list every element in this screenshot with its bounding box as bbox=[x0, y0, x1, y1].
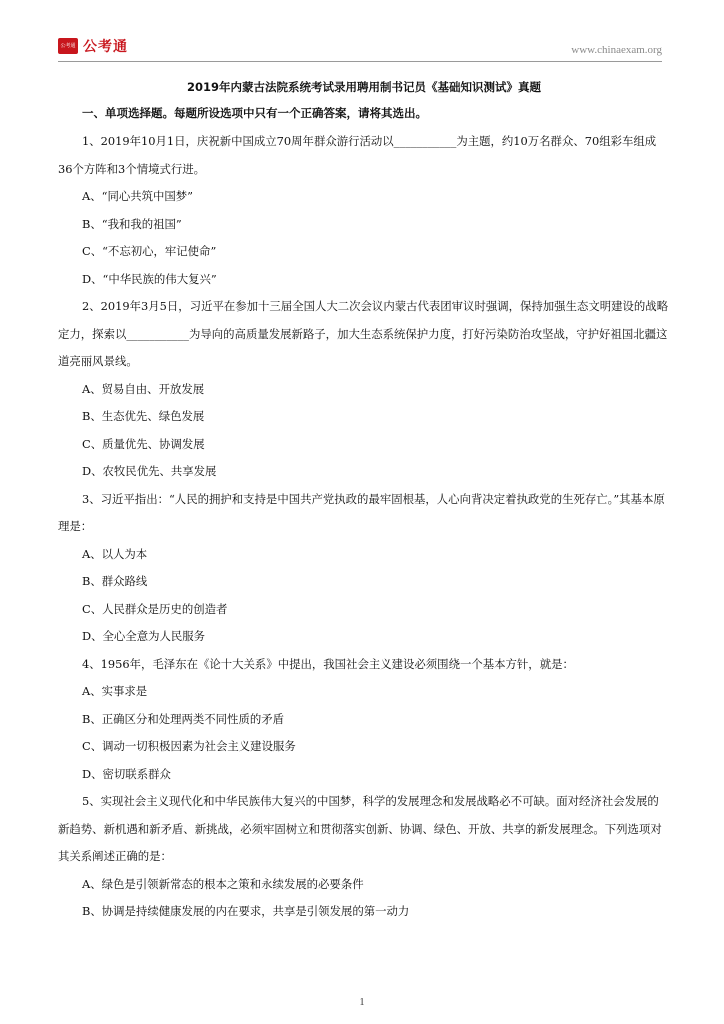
question-text: 4、1956年，毛泽东在《论十大关系》中提出，我国社会主义建设必须围绕一个基本方针，就是： bbox=[82, 656, 574, 671]
page-header bbox=[58, 38, 662, 60]
option-c: C、调动一切积极因素为社会主义建设服务 bbox=[82, 739, 296, 753]
option-d: D、密切联系群众 bbox=[82, 766, 171, 781]
brand-name: 公考通 bbox=[83, 39, 128, 55]
option-c: C、质量优先、协调发展 bbox=[82, 436, 205, 451]
question-1 bbox=[58, 128, 670, 293]
option-d: D、农牧民优先、共享发展 bbox=[82, 464, 217, 478]
question-4 bbox=[58, 651, 670, 789]
option-b: B、正确区分和处理两类不同性质的矛盾 bbox=[82, 711, 285, 726]
option-a: A、绿色是引领新常态的根本之策和永续发展的必要条件 bbox=[82, 876, 364, 891]
document-body bbox=[58, 76, 670, 926]
document-title: 2019年内蒙古法院系统考试录用聘用制书记员《基础知识测试》真题 bbox=[186, 80, 541, 94]
logo-icon: 公考通 bbox=[58, 38, 78, 54]
question-2 bbox=[58, 293, 670, 486]
option-b: B、生态优先、绿色发展 bbox=[82, 409, 205, 423]
option-a: A、以人为本 bbox=[82, 546, 148, 561]
question-text: 1、2019年10月1日，庆祝新中国成立70周年群众游行活动以___________为主题，约10万名群众、70组彩车组成36个方阵和3个情境式行进。 bbox=[58, 134, 657, 176]
option-c: C、“不忘初心，牢记使命” bbox=[82, 244, 217, 258]
option-a: A、“同心共筑中国梦” bbox=[82, 189, 193, 203]
option-d: D、全心全意为人民服务 bbox=[82, 629, 206, 643]
option-a: A、实事求是 bbox=[82, 684, 148, 698]
page-number: 1 bbox=[359, 997, 365, 1008]
site-url: www.chinaexam.org bbox=[571, 44, 662, 56]
question-text: 3、习近平指出：“人民的拥护和支持是中国共产党执政的最牢固根基，人心向背决定着执政党的生死存亡。”其基本原理是： bbox=[58, 491, 665, 533]
section-heading: 一、单项选择题。每题所设选项中只有一个正确答案，请将其选出。 bbox=[82, 106, 427, 120]
header-divider bbox=[58, 61, 662, 62]
question-3 bbox=[58, 486, 670, 651]
option-d: D、“中华民族的伟大复兴” bbox=[82, 271, 217, 286]
question-text: 2、2019年3月5日，习近平在参加十三届全国人大二次会议内蒙古代表团审议时强调，保持加强生态文明建设的战略定力，探索以___________为导向的高质量发展新路子，加大生态系统保护力度，打好污染防治攻坚战，守护好祖国北疆这道亮丽风景线。 bbox=[58, 299, 669, 368]
option-b: B、协调是持续健康发展的内在要求，共享是引领发展的第一动力 bbox=[82, 904, 410, 918]
option-b: B、“我和我的祖国” bbox=[82, 216, 182, 231]
question-5 bbox=[58, 788, 670, 926]
question-text: 5、实现社会主义现代化和中华民族伟大复兴的中国梦，科学的发展理念和发展战略必不可缺。面对经济社会发展的新趋势、新机遇和新矛盾、新挑战，必须牢固树立和贯彻落实创新、协调、绿色、开放、共享的新发展理念。下列选项对其关系阐述正确的是： bbox=[58, 794, 662, 863]
option-c: C、人民群众是历史的创造者 bbox=[82, 601, 228, 616]
option-a: A、贸易自由、开放发展 bbox=[82, 381, 205, 396]
option-b: B、群众路线 bbox=[82, 574, 148, 588]
